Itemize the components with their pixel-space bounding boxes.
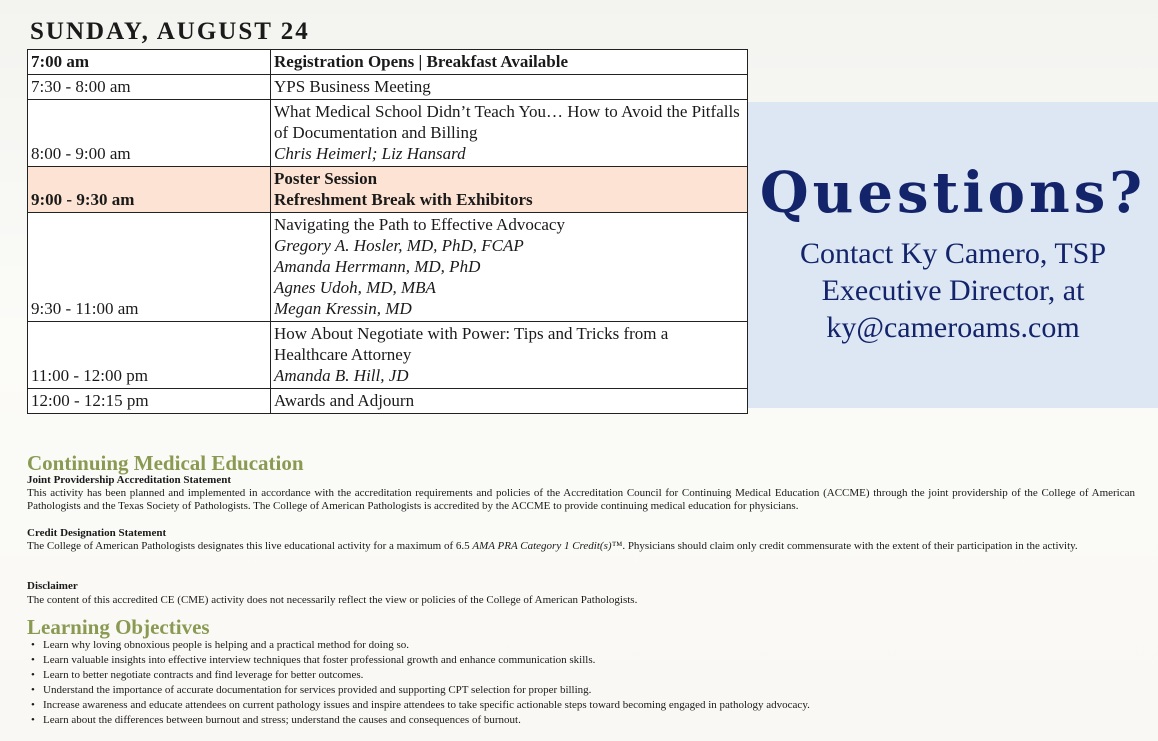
- session-title: What Medical School Didn’t Teach You… How to Avoid the Pitfalls of Documentation and Billing: [274, 102, 740, 142]
- schedule-table: [27, 49, 748, 414]
- session-title: How About Negotiate with Power: Tips and Tricks from a Healthcare Attorney: [274, 324, 669, 364]
- table-row: [28, 50, 748, 75]
- questions-title: Questions?: [759, 160, 1147, 226]
- time-cell: 8:00 - 9:00 am: [28, 100, 271, 167]
- event-cell: [271, 213, 748, 322]
- credit-text-part: . Physicians should claim only credit commensurate with the extent of their participation in the activity.: [622, 540, 1078, 552]
- event-cell: YPS Business Meeting: [271, 75, 748, 100]
- time-cell: 9:30 - 11:00 am: [28, 213, 271, 322]
- joint-providership-text: This activity has been planned and implemented in accordance with the accreditation requirements and policies of the Accreditation Council for Continuing Medical Education (ACCME) through the joint providership of the College of American Pathologists and the Texas Society of Pathologists. The College of American Pathologists is accredited by the ACCME to provide continuing medical education for physicians.: [27, 487, 1135, 512]
- cme-section-title: Continuing Medical Education: [27, 451, 304, 475]
- day-heading: SUNDAY, AUGUST 24: [30, 18, 310, 45]
- table-row: [28, 75, 748, 100]
- time-cell: 11:00 - 12:00 pm: [28, 322, 271, 389]
- disclaimer-heading: Disclaimer: [27, 580, 78, 592]
- credit-designation-text: [27, 540, 1135, 553]
- contact-email[interactable]: ky@cameroams.com: [826, 311, 1080, 344]
- credit-designation-heading: Credit Designation Statement: [27, 527, 167, 539]
- session-title-secondary: Refreshment Break with Exhibitors: [274, 190, 533, 209]
- speaker-name: Amanda Herrmann, MD, PhD: [274, 257, 481, 276]
- speaker-name: Chris Heimerl; Liz Hansard: [274, 144, 466, 163]
- questions-panel: [748, 102, 1158, 408]
- credit-category: AMA PRA Category 1 Credit(s)™: [472, 540, 623, 552]
- disclaimer-text: The content of this accredited CE (CME) activity does not necessarily reflect the view or policies of the College of American Pathologists.: [27, 594, 638, 606]
- time-cell: 9:00 - 9:30 am: [28, 167, 271, 213]
- event-cell: [271, 100, 748, 167]
- learning-objectives-list: [27, 638, 1127, 728]
- table-row: [28, 213, 748, 322]
- event-cell: Registration Opens | Breakfast Available: [271, 50, 748, 75]
- contact-info: [748, 235, 1158, 346]
- speaker-name: Agnes Udoh, MD, MBA: [274, 278, 436, 297]
- list-item: • Learn valuable insights into effective interview techniques that foster professional growth and enhance communication skills.: [27, 653, 1127, 668]
- list-item: • Learn about the differences between burnout and stress; understand the causes and consequences of burnout.: [27, 713, 1127, 728]
- list-item: • Increase awareness and educate attendees on current pathology issues and inspire attendees to take specific actionable steps toward becoming engaged in pathology advocacy.: [27, 698, 1127, 713]
- time-cell: 7:00 am: [28, 50, 271, 75]
- learning-objectives-title: Learning Objectives: [27, 615, 210, 639]
- time-cell: 12:00 - 12:15 pm: [28, 389, 271, 414]
- joint-providership-heading: Joint Providership Accreditation Statement: [27, 474, 231, 486]
- speaker-name: Gregory A. Hosler, MD, PhD, FCAP: [274, 236, 524, 255]
- list-item: • Learn to better negotiate contracts and find leverage for better outcomes.: [27, 668, 1127, 683]
- contact-line: Executive Director, at: [821, 274, 1085, 307]
- time-cell: 7:30 - 8:00 am: [28, 75, 271, 100]
- event-cell: Awards and Adjourn: [271, 389, 748, 414]
- credit-text-part: The College of American Pathologists designates this live educational activity for a maximum of 6.5: [27, 540, 473, 552]
- table-row: [28, 100, 748, 167]
- table-row: [28, 389, 748, 414]
- session-title: Navigating the Path to Effective Advocacy: [274, 215, 565, 234]
- contact-line: Contact Ky Camero, TSP: [799, 237, 1107, 270]
- list-item: • Understand the importance of accurate documentation for services provided and supporting CPT selection for proper billing.: [27, 683, 1127, 698]
- speaker-name: Megan Kressin, MD: [274, 299, 412, 318]
- event-cell: [271, 167, 748, 213]
- speaker-name: Amanda B. Hill, JD: [274, 366, 409, 385]
- event-cell: [271, 322, 748, 389]
- list-item: • Learn why loving obnoxious people is helping and a practical method for doing so.: [27, 638, 1127, 653]
- table-row-highlight: [28, 167, 748, 213]
- session-title: Poster Session: [274, 169, 378, 188]
- table-row: [28, 322, 748, 389]
